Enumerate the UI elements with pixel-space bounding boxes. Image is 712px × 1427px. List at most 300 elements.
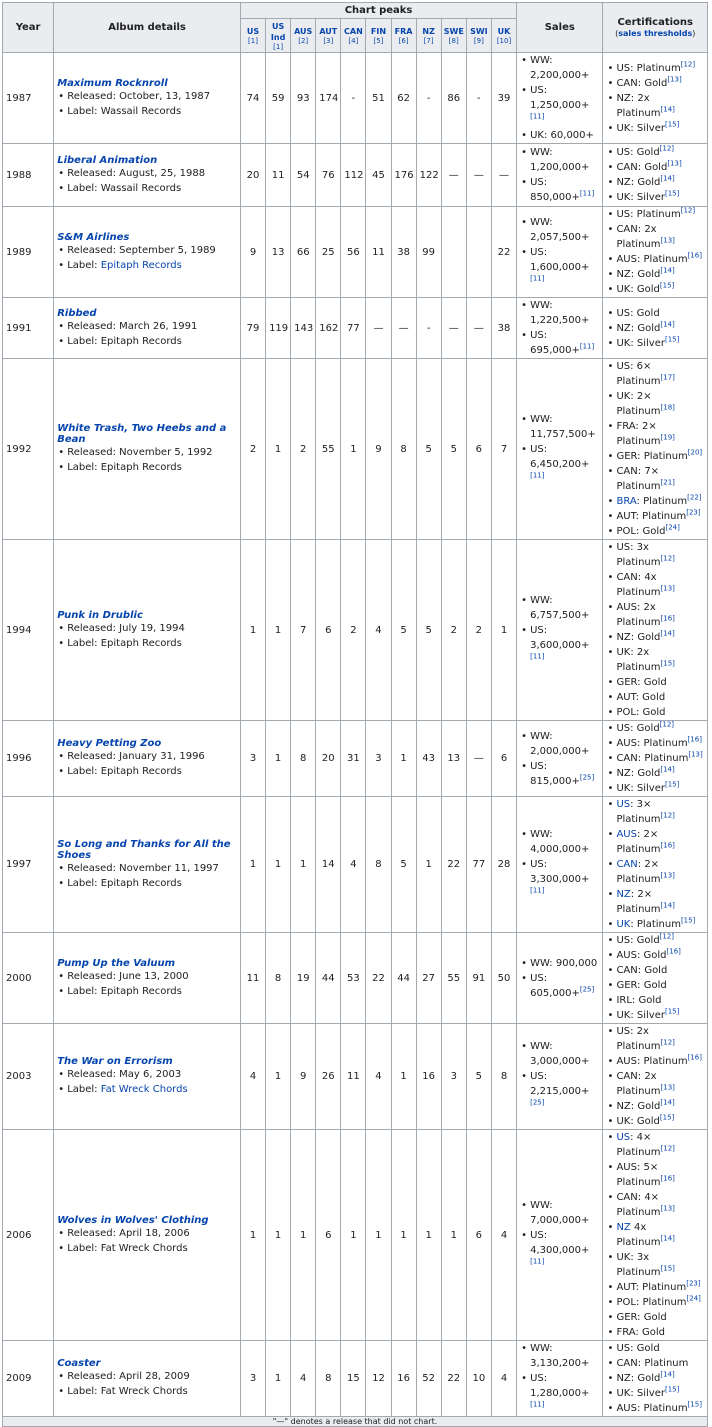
citation-link[interactable]: [14] [660, 765, 675, 774]
album-details [54, 53, 241, 144]
country-link[interactable]: UK [616, 919, 631, 930]
album-title-link[interactable]: Heavy Petting Zoo [57, 738, 162, 749]
certification-item: • AUT: Gold [616, 690, 704, 705]
chart-peak-uk: 4 [491, 1130, 516, 1341]
chart-peak-us-ind: 11 [266, 144, 291, 207]
sales-item: • WW: 1,200,000+ [530, 145, 599, 175]
certification-item: • CAN: 4x Platinum[13] [616, 570, 704, 600]
certification-item: • NZ: Gold[14] [616, 766, 704, 781]
chart-peak-can: 11 [341, 1024, 366, 1130]
chart-peak-us-ind: 1 [266, 359, 291, 540]
certification-item: • NZ: Gold[14] [616, 175, 704, 190]
chart-peak-us-ind: 1 [266, 721, 291, 797]
certification-item: • US: 4× Platinum[12] [616, 1130, 704, 1160]
chart-peak-fra: 176 [391, 144, 416, 207]
certification-item: • BRA: Platinum[22] [616, 494, 704, 509]
album-year: 2006 [3, 1130, 54, 1341]
certification-item: • AUS: 2× Platinum[16] [616, 827, 704, 857]
chart-peak-can: 77 [341, 298, 366, 359]
citation-link[interactable]: [16] [687, 1053, 702, 1062]
sales-item: • WW: 2,000,000+ [530, 729, 599, 759]
sales-item: • US: 3,300,000+[11] [530, 857, 599, 902]
chart-peak-uk: 50 [491, 933, 516, 1024]
chart-peak-aus: 1 [291, 1130, 316, 1341]
chart-header-5[interactable] [366, 19, 391, 53]
album-title-link[interactable]: Coaster [57, 1358, 101, 1369]
citation-link[interactable]: [12] [680, 206, 696, 215]
citation-link[interactable]: [14] [660, 174, 675, 183]
citation-link[interactable]: [24] [665, 523, 680, 532]
album-year: 2003 [3, 1024, 54, 1130]
certifications-cell [603, 359, 708, 540]
chart-peak-aus: 8 [291, 721, 316, 797]
citation-link[interactable]: [11] [530, 112, 545, 121]
chart-peak-us-ind: 59 [266, 53, 291, 144]
chart-peak-swe: 22 [441, 797, 466, 933]
chart-header-3[interactable] [316, 19, 341, 53]
citation-link[interactable]: [15] [664, 1007, 680, 1016]
album-title-link[interactable]: The War on Errorism [57, 1056, 173, 1067]
album-title-link[interactable]: Wolves in Wolves' Clothing [57, 1214, 209, 1226]
citation-link[interactable]: [14] [660, 105, 675, 114]
citation-link[interactable]: [11] [579, 189, 595, 198]
chart-peak-us: 1 [240, 797, 265, 933]
release-date: • Released: April 18, 2006 [67, 1226, 237, 1241]
chart-peak-us-ind: 1 [266, 540, 291, 721]
citation-link[interactable]: [14] [660, 1098, 675, 1107]
chart-header-label[interactable]: AUT [319, 27, 338, 36]
chart-header-label[interactable]: US [246, 27, 260, 36]
citation-link[interactable]: [12] [680, 60, 696, 69]
citation-link[interactable]: [25] [530, 1098, 545, 1107]
certification-item: • CAN: Platinum[13] [616, 751, 704, 766]
chart-peak-uk: — [491, 144, 516, 207]
album-title-link[interactable]: White Trash, Two Heebs and a Bean [57, 423, 227, 445]
certification-item: • AUS: Platinum[15] [616, 1401, 704, 1416]
certification-item: • CAN: Gold[13] [616, 76, 704, 91]
citation-link[interactable]: [22] [687, 493, 702, 502]
chart-header-ref[interactable]: [1] [273, 42, 284, 51]
sales-item: • WW: 11,757,500+ [530, 412, 599, 442]
citation-link[interactable]: [25] [579, 985, 595, 994]
citation-link[interactable]: [12] [660, 1144, 675, 1153]
chart-header-9[interactable] [466, 19, 491, 53]
country-link[interactable]: US [616, 799, 631, 810]
chart-header-label[interactable]: UK [497, 27, 511, 36]
chart-header-label[interactable]: US Ind [270, 21, 286, 42]
chart-peak-us: 20 [240, 144, 265, 207]
chart-peak-aus: 2 [291, 359, 316, 540]
release-date: • Released: November 11, 1997 [67, 861, 237, 876]
record-label: • Label: Epitaph Records [67, 984, 237, 999]
citation-link[interactable]: [12] [660, 554, 675, 563]
sales-cell [517, 1341, 603, 1417]
chart-peak-fin: 3 [366, 721, 391, 797]
release-date: • Released: March 26, 1991 [67, 319, 237, 334]
record-label: • Label: Fat Wreck Chords [67, 1082, 237, 1097]
citation-link[interactable]: [18] [660, 403, 675, 412]
certification-item: • AUS: 2x Platinum[16] [616, 600, 704, 630]
citation-link[interactable]: [15] [664, 1385, 680, 1394]
chart-peak-us: 9 [240, 207, 265, 298]
chart-peak-swi [466, 207, 491, 298]
citation-link[interactable]: [13] [660, 871, 675, 880]
certification-item: • AUS: Gold[16] [616, 948, 704, 963]
certifications-cell [603, 1024, 708, 1130]
album-details [54, 1341, 241, 1417]
country-link[interactable]: AUS [616, 829, 637, 840]
album-title-link[interactable]: Maximum Rocknroll [57, 77, 168, 89]
chart-peak-us-ind: 8 [266, 933, 291, 1024]
chart-peak-can: 53 [341, 933, 366, 1024]
certifications-header: Certifications (sales thresholds) [603, 3, 708, 53]
certification-item: • GER: Platinum[20] [616, 449, 704, 464]
release-date: • Released: August, 25, 1988 [67, 166, 237, 181]
chart-peak-aut: 25 [316, 207, 341, 298]
record-label-link[interactable]: Fat Wreck Chords [100, 1084, 188, 1095]
citation-link[interactable]: [13] [667, 159, 682, 168]
chart-header-ref[interactable]: [4] [348, 37, 359, 45]
citation-link[interactable]: [13] [660, 1083, 675, 1092]
sales-thresholds-link[interactable]: sales thresholds [618, 28, 693, 38]
certification-item: • CAN: 2× Platinum[13] [616, 857, 704, 887]
sales-cell [517, 53, 603, 144]
chart-peak-swi: 5 [466, 1024, 491, 1130]
album-title-link[interactable]: Ribbed [57, 307, 97, 319]
certification-item: • UK: Silver[15] [616, 121, 704, 136]
certifications-cell [603, 144, 708, 207]
country-link[interactable]: CAN [616, 859, 638, 870]
release-date: • Released: January 31, 1996 [67, 749, 237, 764]
album-detail-list [57, 1369, 237, 1399]
chart-peak-swi: — [466, 298, 491, 359]
citation-link[interactable]: [15] [680, 916, 696, 925]
album-details [54, 933, 241, 1024]
chart-header-label[interactable]: FIN [370, 27, 387, 36]
chart-peak-can: 1 [341, 359, 366, 540]
chart-peak-fra: 1 [391, 1024, 416, 1130]
sales-item: • UK: 60,000+ [530, 128, 599, 143]
sales-item: • US: 6,450,200+[11] [530, 442, 599, 487]
chart-peak-aut: 162 [316, 298, 341, 359]
sales-cell [517, 144, 603, 207]
citation-link[interactable]: [11] [530, 886, 545, 895]
album-row [3, 721, 708, 797]
chart-peak-us-ind: 1 [266, 1130, 291, 1341]
citation-link[interactable]: [13] [660, 584, 675, 593]
chart-peak-us-ind: 119 [266, 298, 291, 359]
chart-peak-fra: 38 [391, 207, 416, 298]
sales-cell [517, 359, 603, 540]
citation-link[interactable]: [16] [687, 251, 702, 260]
chart-header-7[interactable] [416, 19, 441, 53]
chart-peak-fin: 8 [366, 797, 391, 933]
album-details [54, 1130, 241, 1341]
album-row [3, 933, 708, 1024]
citation-link[interactable]: [21] [660, 478, 675, 487]
chart-peak-us-ind: 1 [266, 797, 291, 933]
citation-link[interactable]: [14] [660, 266, 675, 275]
certifications-cell [603, 53, 708, 144]
chart-header-ref[interactable]: [6] [398, 37, 409, 45]
chart-peak-us: 2 [240, 359, 265, 540]
citation-link[interactable]: [16] [660, 1174, 675, 1183]
citation-link[interactable]: [16] [660, 614, 675, 623]
citation-link[interactable]: [17] [660, 373, 675, 382]
record-label: • Label: Epitaph Records [67, 334, 237, 349]
citation-link[interactable]: [15] [660, 1264, 675, 1273]
chart-header-ref[interactable]: [1] [248, 37, 258, 45]
citation-link[interactable]: [15] [664, 335, 680, 344]
citation-link[interactable]: [14] [660, 901, 675, 910]
year-header: Year [3, 3, 54, 53]
sales-thresholds: (sales thresholds) [615, 28, 696, 38]
chart-peak-us: 1 [240, 1130, 265, 1341]
citation-link[interactable]: [16] [660, 841, 675, 850]
release-date: • Released: May 6, 2003 [67, 1067, 237, 1082]
citation-link[interactable]: [15] [659, 281, 675, 290]
album-row [3, 1024, 708, 1130]
album-details [54, 144, 241, 207]
chart-peak-fra: 1 [391, 721, 416, 797]
certifications-cell [603, 1341, 708, 1417]
chart-header-label[interactable]: NZ [422, 27, 435, 36]
chart-header-0[interactable] [240, 19, 265, 53]
sales-item: • WW: 2,057,500+ [530, 215, 599, 245]
album-year: 1988 [3, 144, 54, 207]
citation-link[interactable]: [16] [687, 735, 702, 744]
citation-link[interactable]: [19] [660, 433, 675, 442]
chart-peak-fra: 62 [391, 53, 416, 144]
certification-item: • NZ: Gold[14] [616, 267, 704, 282]
chart-header-2[interactable] [291, 19, 316, 53]
citation-link[interactable]: [12] [660, 811, 675, 820]
certification-item: • GER: Gold [616, 978, 704, 993]
citation-link[interactable]: [14] [660, 320, 675, 329]
citation-link[interactable]: [23] [686, 508, 701, 517]
certification-item: • US: 2x Platinum[12] [616, 1024, 704, 1054]
citation-link[interactable]: [12] [660, 1038, 675, 1047]
discography-table [2, 2, 708, 1427]
chart-header-ref[interactable]: [7] [423, 37, 434, 45]
chart-peak-aus: 9 [291, 1024, 316, 1130]
citation-link[interactable]: [14] [660, 1234, 675, 1243]
sales-header: Sales [517, 3, 603, 53]
citation-link[interactable]: [14] [660, 1370, 675, 1379]
citation-link[interactable]: [11] [530, 471, 545, 480]
certification-item: • UK: 2× Platinum[18] [616, 389, 704, 419]
chart-peak-aus: 54 [291, 144, 316, 207]
chart-header-1[interactable] [266, 19, 291, 53]
album-details [54, 298, 241, 359]
chart-peak-aut: 14 [316, 797, 341, 933]
album-year: 2000 [3, 933, 54, 1024]
country-link[interactable]: NZ [616, 1222, 631, 1233]
album-title-link[interactable]: Punk in Drublic [57, 609, 143, 621]
chart-peak-aut: 20 [316, 721, 341, 797]
country-link[interactable]: BRA [616, 496, 637, 507]
chart-peak-us-ind: 1 [266, 1024, 291, 1130]
chart-header-6[interactable] [391, 19, 416, 53]
citation-link[interactable]: [13] [660, 236, 675, 245]
chart-header-label[interactable]: FRA [394, 27, 413, 36]
chart-peak-can: - [341, 53, 366, 144]
chart-peak-fin: 4 [366, 1024, 391, 1130]
record-label: • Label: Epitaph Records [67, 876, 237, 891]
release-date: • Released: October, 13, 1987 [67, 89, 237, 104]
sales-item: • WW: 3,130,200+ [530, 1341, 599, 1371]
certification-item: • NZ: Gold[14] [616, 630, 704, 645]
sales-item: • WW: 3,000,000+ [530, 1039, 599, 1069]
album-detail-list [57, 969, 237, 999]
chart-peak-nz: 1 [416, 1130, 441, 1341]
certifications-cell [603, 1130, 708, 1341]
certification-item: • US: Platinum[12] [616, 61, 704, 76]
album-year: 1991 [3, 298, 54, 359]
sales-item: • US: 605,000+[25] [530, 971, 599, 1001]
chart-peak-swe: 5 [441, 359, 466, 540]
chart-header-ref[interactable]: [9] [473, 37, 484, 45]
citation-link[interactable]: [12] [659, 720, 675, 729]
sales-item: • US: 1,600,000+[11] [530, 245, 599, 290]
chart-header-label[interactable]: SWE [443, 27, 464, 36]
citation-link[interactable]: [11] [530, 1400, 545, 1409]
citation-link[interactable]: [11] [530, 274, 545, 283]
sales-item: • US: 850,000+[11] [530, 175, 599, 205]
album-year: 1989 [3, 207, 54, 298]
certification-item: • CAN: Platinum [616, 1356, 704, 1371]
chart-peak-nz: 16 [416, 1024, 441, 1130]
sales-item: • US: 3,600,000+[11] [530, 623, 599, 668]
citation-link[interactable]: [15] [687, 1400, 702, 1409]
certification-item: • NZ: 2× Platinum[14] [616, 887, 704, 917]
chart-peak-uk: 4 [491, 1341, 516, 1417]
citation-link[interactable]: [13] [667, 75, 682, 84]
album-row [3, 359, 708, 540]
certification-item: • CAN: Gold [616, 963, 704, 978]
chart-header-label[interactable]: AUS [294, 27, 313, 36]
chart-peak-us: 74 [240, 53, 265, 144]
chart-peak-swe: 3 [441, 1024, 466, 1130]
album-detail-list [57, 243, 237, 273]
certifications-cell [603, 797, 708, 933]
country-link[interactable]: NZ [616, 889, 631, 900]
chart-peak-swi: 91 [466, 933, 491, 1024]
album-row [3, 298, 708, 359]
citation-link[interactable]: [15] [664, 189, 680, 198]
citation-link[interactable]: [20] [687, 448, 703, 457]
citation-link[interactable]: [24] [686, 1294, 701, 1303]
chart-peak-fin: 4 [366, 540, 391, 721]
chart-header-ref[interactable]: [5] [373, 37, 384, 45]
chart-peak-swe: 55 [441, 933, 466, 1024]
chart-peak-fin: 9 [366, 359, 391, 540]
album-row [3, 53, 708, 144]
chart-peak-nz: 122 [416, 144, 441, 207]
chart-peak-aut: 76 [316, 144, 341, 207]
certification-item: • AUT: Platinum[23] [616, 509, 704, 524]
album-row [3, 797, 708, 933]
certifications-cell [603, 721, 708, 797]
album-title-link[interactable]: So Long and Thanks for All the Shoes [57, 838, 231, 861]
citation-link[interactable]: [23] [686, 1279, 701, 1288]
citation-link[interactable]: [13] [688, 750, 703, 759]
citation-link[interactable]: [14] [660, 629, 675, 638]
certification-item: • UK: Silver[15] [616, 336, 704, 351]
album-title-link[interactable]: Liberal Animation [57, 154, 158, 166]
citation-link[interactable]: [11] [530, 652, 545, 661]
chart-header-ref[interactable]: [10] [496, 37, 512, 45]
chart-peak-swe [441, 207, 466, 298]
citation-link[interactable]: [11] [530, 1257, 545, 1266]
album-title-link[interactable]: Pump Up the Valuum [57, 957, 176, 969]
chart-header-ref[interactable]: [2] [298, 37, 309, 45]
certification-item: • IRL: Gold [616, 993, 704, 1008]
certification-item: • UK: Silver[15] [616, 190, 704, 205]
certification-item: • CAN: 2x Platinum[13] [616, 1069, 704, 1099]
album-details [54, 207, 241, 298]
chart-peak-swi: 2 [466, 540, 491, 721]
chart-peak-fra: 5 [391, 540, 416, 721]
record-label: • Label: Fat Wreck Chords [67, 1384, 237, 1399]
release-date: • Released: June 13, 2000 [67, 969, 237, 984]
chart-peak-swe: — [441, 298, 466, 359]
chart-peak-fra: 16 [391, 1341, 416, 1417]
citation-link[interactable]: [15] [660, 659, 675, 668]
chart-header-8[interactable] [441, 19, 466, 53]
certification-item: • US: 3× Platinum[12] [616, 797, 704, 827]
record-label: • Label: Epitaph Records [67, 460, 237, 475]
chart-peak-fin: 51 [366, 53, 391, 144]
country-link[interactable]: US [616, 1132, 631, 1143]
chart-peak-nz: 52 [416, 1341, 441, 1417]
chart-peak-swe: 13 [441, 721, 466, 797]
citation-link[interactable]: [15] [659, 1113, 675, 1122]
chart-peak-fin: 12 [366, 1341, 391, 1417]
chart-header-4[interactable] [341, 19, 366, 53]
sales-cell [517, 207, 603, 298]
album-year: 1996 [3, 721, 54, 797]
citation-link[interactable]: [13] [660, 1204, 675, 1213]
citation-link[interactable]: [12] [659, 932, 675, 941]
album-year: 1994 [3, 540, 54, 721]
chart-peak-us: 4 [240, 1024, 265, 1130]
album-title-link[interactable]: S&M Airlines [57, 231, 130, 243]
chart-header-ref[interactable]: [8] [448, 37, 459, 45]
chart-header-ref[interactable]: [3] [323, 37, 334, 45]
chart-peak-us-ind: 13 [266, 207, 291, 298]
album-row [3, 540, 708, 721]
citation-link[interactable]: [12] [659, 144, 675, 153]
release-date: • Released: November 5, 1992 [67, 445, 237, 460]
citation-link[interactable]: [16] [666, 947, 681, 956]
chart-peak-swi: 6 [466, 359, 491, 540]
chart-header-label[interactable]: CAN [344, 27, 363, 36]
citation-link[interactable]: [15] [664, 780, 680, 789]
record-label-link[interactable]: Epitaph Records [100, 259, 182, 271]
chart-header-10[interactable] [491, 19, 516, 53]
certification-item: • UK: Gold[15] [616, 1114, 704, 1129]
chart-peak-fra: 1 [391, 1130, 416, 1341]
citation-link[interactable]: [25] [579, 773, 595, 782]
chart-header-label[interactable]: SWI [470, 27, 488, 36]
chart-peak-us: 3 [240, 1341, 265, 1417]
citation-link[interactable]: [15] [664, 120, 680, 129]
citation-link[interactable]: [11] [579, 342, 595, 351]
certification-item: • CAN: 2x Platinum[13] [616, 222, 704, 252]
chart-peak-fra: — [391, 298, 416, 359]
album-row [3, 1341, 708, 1417]
